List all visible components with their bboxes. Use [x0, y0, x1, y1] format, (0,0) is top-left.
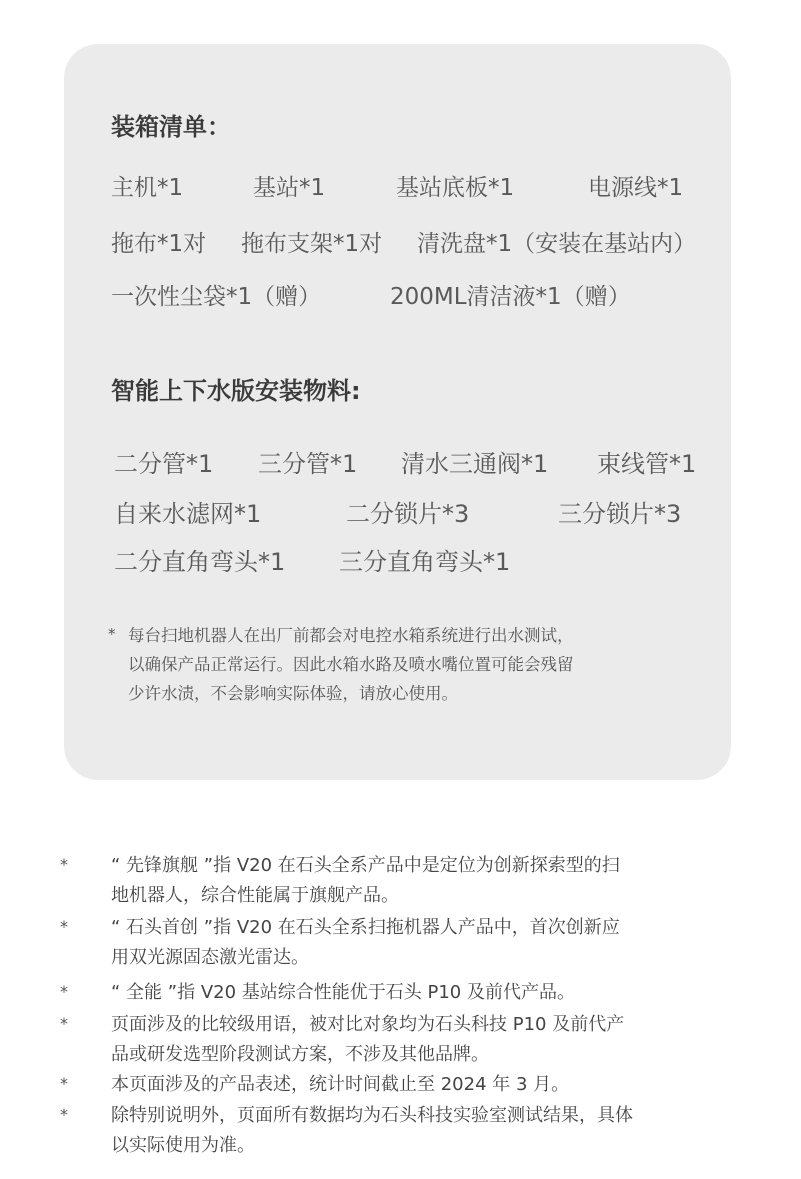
packing-item: 基站底板*1 — [396, 175, 515, 201]
packing-item: 一次性尘袋*1（赠） — [111, 284, 322, 310]
packing-item: 电源线*1 — [588, 175, 684, 201]
note-marker: * — [108, 625, 116, 643]
footnote-line: 除特别说明外，页面所有数据均为石头科技实验室测试结果，具体 — [111, 1105, 633, 1126]
footnote-line: 用双光源固态激光雷达。 — [111, 947, 309, 968]
footnote-marker: * — [60, 917, 68, 936]
install-item: 二分管*1 — [114, 450, 214, 478]
footnote-marker: * — [60, 982, 68, 1001]
packing-item: 清洗盘*1（安装在基站内） — [417, 231, 697, 257]
packing-item: 拖布*1对 — [111, 231, 207, 257]
footnote-marker: * — [60, 1014, 68, 1033]
packing-item: 拖布支架*1对 — [241, 231, 383, 257]
footnote-line: “ 先锋旗舰 ”指 V20 在石头全系产品中是定位为创新探索型的扫 — [111, 855, 620, 876]
install-item: 清水三通阀*1 — [401, 450, 549, 478]
footnote-marker: * — [60, 1105, 68, 1124]
install-item: 二分锁片*3 — [346, 500, 470, 528]
footnote-line: 品或研发选型阶段测试方案，不涉及其他品牌。 — [111, 1044, 489, 1065]
footnote-line: 本页面涉及的产品表述，统计时间截止至 2024 年 3 月。 — [111, 1074, 570, 1095]
packing-item: 主机*1 — [111, 175, 184, 201]
footnote-marker: * — [60, 1074, 68, 1093]
note-line: 每台扫地机器人在出厂前都会对电控水箱系统进行出水测试， — [128, 626, 574, 645]
packing-item: 200ML清洁液*1（赠） — [390, 284, 631, 310]
note-line: 以确保产品正常运行。因此水箱水路及喷水嘴位置可能会残留 — [128, 655, 574, 674]
footnote-line: 地机器人，综合性能属于旗舰产品。 — [111, 885, 399, 906]
install-materials-title: 智能上下水版安装物料: — [111, 377, 361, 405]
install-item: 二分直角弯头*1 — [114, 548, 286, 576]
packing-item: 基站*1 — [253, 175, 326, 201]
footnote-marker: * — [60, 855, 68, 874]
note-line: 少许水渍，不会影响实际体验，请放心使用。 — [128, 684, 458, 703]
footnote-line: 页面涉及的比较级用语，被对比对象均为石头科技 P10 及前代产 — [111, 1014, 625, 1035]
install-item: 三分管*1 — [258, 450, 358, 478]
footnote-line: “ 全能 ”指 V20 基站综合性能优于石头 P10 及前代产品。 — [111, 982, 575, 1003]
packing-list-title: 装箱清单： — [111, 113, 231, 141]
install-item: 三分锁片*3 — [558, 500, 682, 528]
install-item: 自来水滤网*1 — [114, 500, 262, 528]
install-item: 束线管*1 — [597, 450, 697, 478]
footnote-line: 以实际使用为准。 — [111, 1135, 255, 1156]
install-item: 三分直角弯头*1 — [339, 548, 511, 576]
footnote-line: “ 石头首创 ”指 V20 在石头全系扫拖机器人产品中，首次创新应 — [111, 917, 620, 938]
